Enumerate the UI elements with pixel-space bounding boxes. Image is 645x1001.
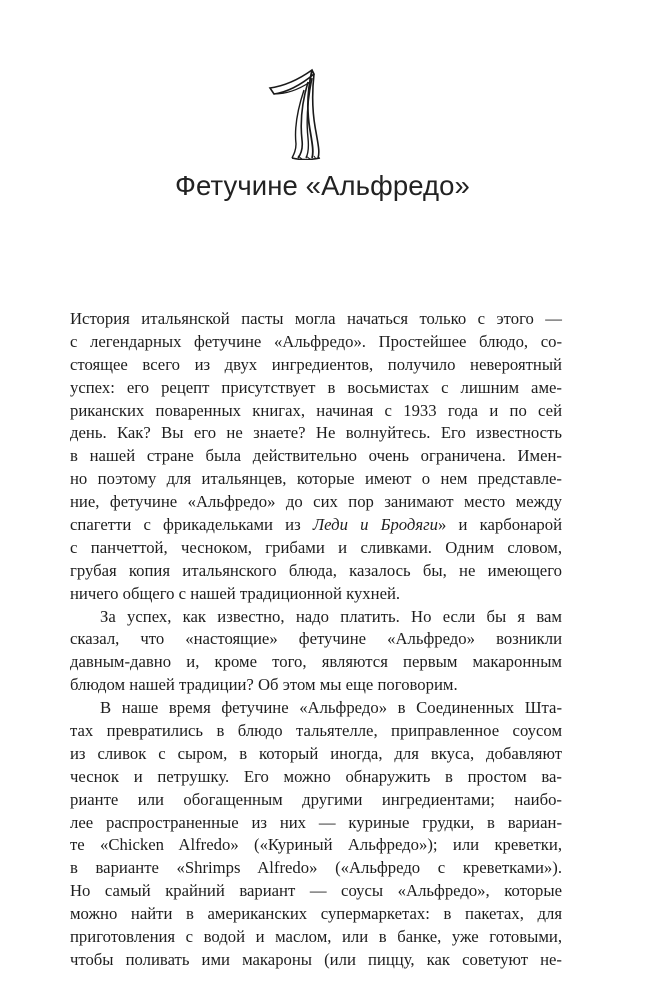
body-line: но поэтому для итальянцев, которые имеют о нем представле- (70, 469, 562, 489)
body-line: За успех, как известно, надо платить. Но если бы я вам (100, 606, 562, 626)
body-line: стоящее всего из двух ингредиентов, получило невероятный (70, 354, 562, 374)
body-line: грубая копия итальянского блюда, казалось бы, не имеющего (70, 560, 562, 580)
body-line: с легендарных фетучине «Альфредо». Простейшее блюдо, со- (70, 331, 562, 351)
body-line-segment: спагетти с фрикадельками из (70, 515, 313, 535)
body-line: рианте или обогащенным другими ингредиентами; наибо- (70, 789, 562, 809)
body-line: Но самый крайний вариант — соусы «Альфредо», которые (70, 881, 562, 901)
body-line: блюдом нашей традиции? Об этом мы еще поговорим. (70, 675, 458, 695)
body-line: в нашей стране была действительно очень ограничена. Имен- (70, 446, 562, 466)
chapter-title: Фетучине «Альфредо» (175, 170, 470, 201)
body-line: день. Как? Вы его не знаете? Не волнуйтесь. Его известность (70, 423, 562, 443)
body-line: успех: его рецепт присутствует в восьмистах с лишним аме- (70, 377, 562, 397)
body-line: те «Chicken Alfredo» («Куриный Альфредо»); или креветки, (70, 835, 562, 855)
chapter-number-one-ornament (268, 68, 340, 160)
body-line: тах превратились в блюдо тальятелле, приправленное соусом (70, 721, 562, 741)
body-line: приготовления с водой и маслом, или в банке, уже готовыми, (70, 927, 562, 947)
chapter-body-text (70, 308, 562, 972)
body-line: ничего общего с нашей традиционной кухней. (70, 583, 401, 603)
body-line: можно найти в американских супермаркетах: в пакетах, для (70, 904, 562, 924)
body-line: В наше время фетучине «Альфредо» в Соединенных Шта- (100, 698, 562, 718)
body-line: сказал, что «настоящие» фетучине «Альфредо» возникли (70, 629, 562, 649)
body-line: риканских поваренных книгах, начиная с 1933 года и по сей (70, 400, 562, 420)
film-title-italic: Леди и Бродяги (312, 515, 438, 535)
body-line-segment: » и карбонарой (437, 515, 562, 535)
body-line-with-title (70, 514, 562, 537)
body-line: из сливок с сыром, в который иногда, для вкуса, добавляют (70, 743, 562, 763)
body-line: История итальянской пасты могла начаться только с этого — (70, 309, 562, 328)
body-line: ние, фетучине «Альфредо» до сих пор занимают место между (70, 492, 562, 512)
body-line: чеснок и петрушку. Его можно обнаружить в простом ва- (70, 766, 562, 786)
body-line: с панчеттой, чесноком, грибами и сливками. Одним словом, (70, 537, 562, 557)
body-line: лее распространенные из них — куриные грудки, в вариан- (70, 812, 562, 832)
body-line: давным-давно и, кроме того, являются первым макаронным (70, 652, 562, 672)
body-line: чтобы поливать ими макароны (или пиццу, как советуют не- (70, 949, 562, 969)
body-line: в варианте «Shrimps Alfredo» («Альфредо с креветками»). (70, 858, 562, 878)
